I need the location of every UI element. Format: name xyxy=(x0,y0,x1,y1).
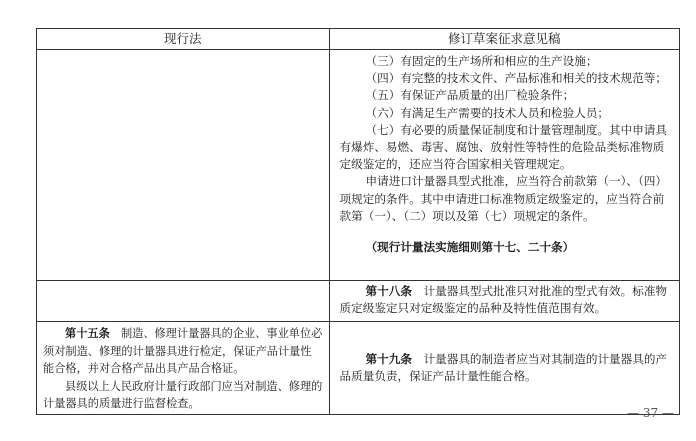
article-18-text: 计量器具型式批准只对批准的型式有效。标准物质定级鉴定只对定级鉴定的品种及特性值范围有效。 xyxy=(339,284,668,316)
table-header-row xyxy=(37,29,679,49)
empty-left-cell xyxy=(37,281,330,321)
condition-item-7: （七）有必要的质量保证制度和计量管理制度。其中申请具有爆炸、易燃、毒害、腐蚀、放射性等特性的危险品类标准物质定级鉴定的，还应当符合国家相关管理规定。 xyxy=(339,122,667,172)
page-number: — 37 — xyxy=(627,406,674,420)
current-law-cell xyxy=(37,322,330,414)
comparison-table xyxy=(36,28,680,415)
article-15-text: 制造、修理计量器具的企业、事业单位必须对制造、修理的计量器具进行检定，保证产品计量性能合格，并对合格产品出具产品合格证。 xyxy=(43,327,323,376)
article-19-title: 第十九条 xyxy=(365,351,412,366)
table-row xyxy=(37,280,679,321)
article-19 xyxy=(340,351,671,385)
table-row xyxy=(37,321,679,414)
draft-cell xyxy=(330,281,679,321)
condition-item-4: （四）有完整的技术文件、产品标准和相关的技术规范等； xyxy=(365,71,667,86)
article-15-title: 第十五条 xyxy=(65,327,110,340)
article-15-para2: 县级以上人民政府计量行政部门应当对制造、修理的计量器具的质量进行监督检查。 xyxy=(43,379,323,411)
article-18 xyxy=(340,283,671,317)
draft-cell xyxy=(330,50,679,280)
import-clause: 申请进口计量器具型式批准，应当符合前款第（一）、（四）项规定的条件。其中申请进口标准物质定级鉴定的，应当符合前款第（一）、（二）项以及第（七）项规定的条件。 xyxy=(339,174,667,223)
article-19-text: 计量器具的制造者应当对其制造的计量器具的产品质量负责，保证产品计量性能合格。 xyxy=(339,351,668,383)
empty-left-cell xyxy=(37,50,330,280)
article-18-title: 第十八条 xyxy=(365,284,412,298)
table-row xyxy=(37,49,679,280)
condition-item-5: （五）有保证产品质量的出厂检验条件； xyxy=(365,88,575,103)
header-current-law: 现行法 xyxy=(37,29,330,49)
draft-cell xyxy=(330,322,679,414)
condition-item-3: （三）有固定的生产场所和相应的生产设施； xyxy=(365,54,598,68)
reference-note: （现行计量法实施细则第十七、二十条） xyxy=(365,240,575,255)
header-draft: 修订草案征求意见稿 xyxy=(448,31,561,46)
article-15 xyxy=(43,325,323,378)
condition-item-6: （六）有满足生产需要的技术人员和检验人员； xyxy=(365,105,610,120)
